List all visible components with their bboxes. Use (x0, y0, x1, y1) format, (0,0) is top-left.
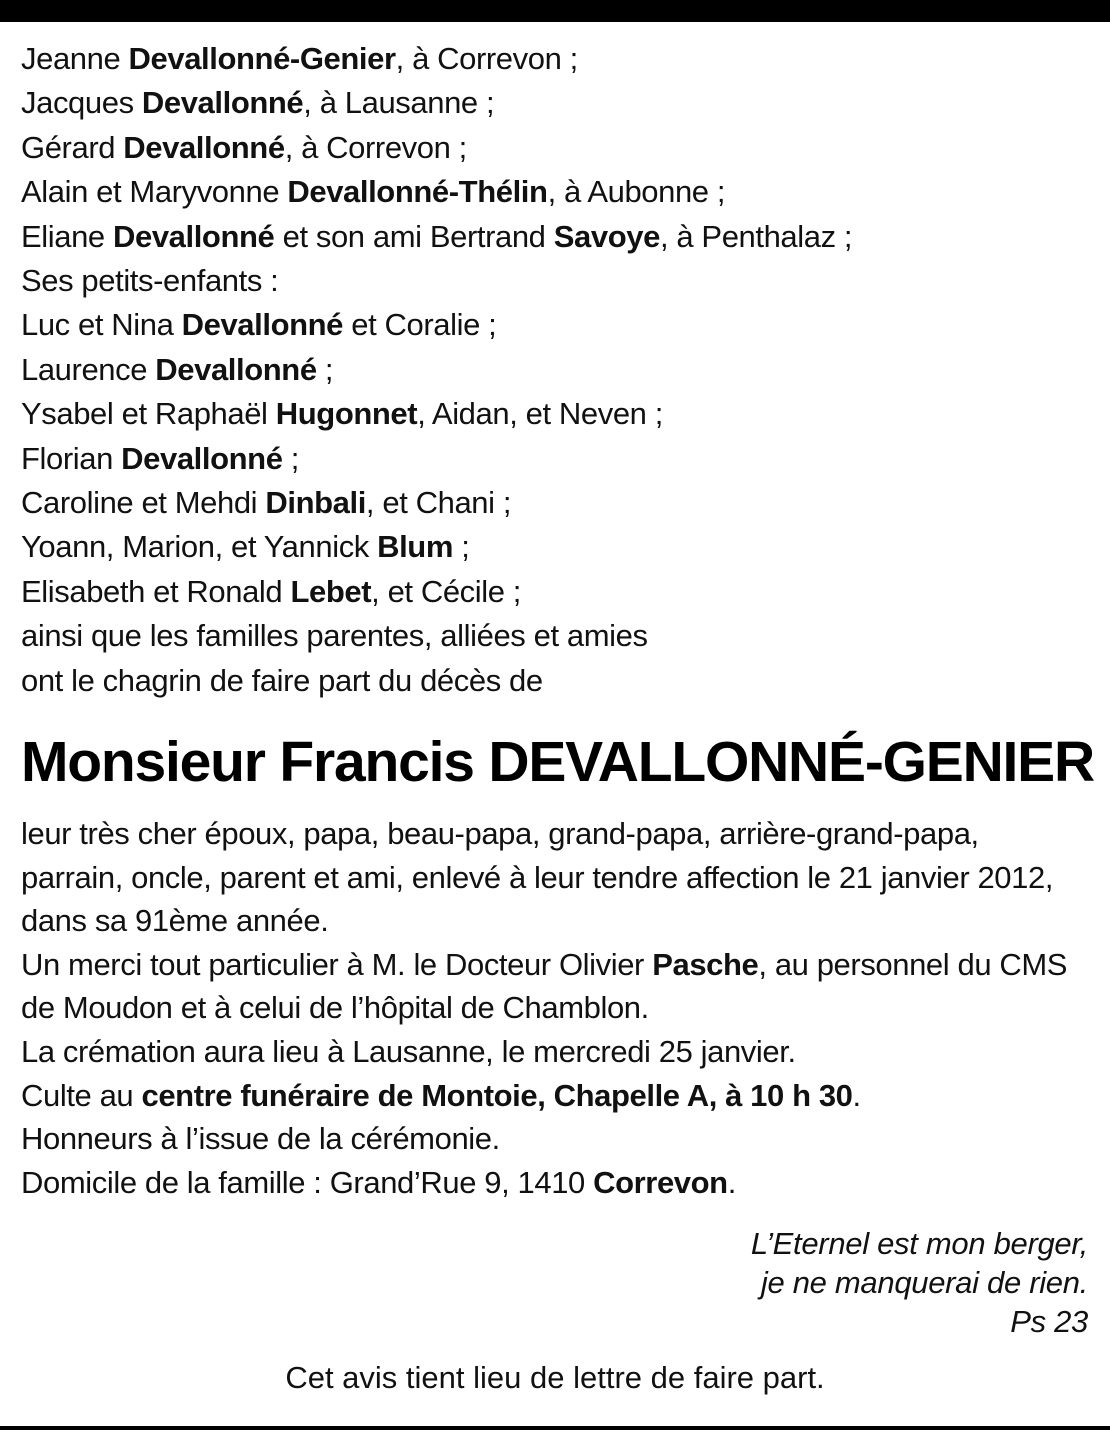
text-segment: Jacques (21, 85, 142, 121)
surname: Savoye (553, 218, 660, 254)
family-line (21, 570, 1091, 614)
top-rule (0, 0, 1110, 22)
text-segment: Gérard (21, 129, 124, 165)
text-segment: , à Correvon ; (284, 129, 467, 165)
deceased-name: Monsieur Francis DEVALLONNÉ-GENIER (21, 730, 1094, 794)
text-segment: . (727, 1164, 736, 1200)
family-line (21, 481, 1091, 525)
body-paragraph (21, 943, 1086, 1030)
text-segment: Honneurs à l’issue de la cérémonie. (21, 1121, 500, 1157)
family-line (21, 81, 1091, 125)
family-line (21, 259, 1091, 303)
text-segment: ; (453, 529, 470, 565)
family-line (21, 659, 1091, 703)
text-segment: Eliane (21, 218, 113, 254)
surname: Devallonné (181, 307, 344, 343)
text-segment: Elisabeth et Ronald (21, 573, 291, 609)
body-paragraph (21, 1030, 1086, 1074)
announcement-body (21, 812, 1086, 1204)
text-segment: ont le chagrin de faire part du décès de (21, 662, 543, 698)
verse-line-2: je ne manquerai de rien. (760, 1265, 1088, 1300)
verse-reference: Ps 23 (1010, 1304, 1088, 1339)
bottom-rule (0, 1426, 1110, 1430)
surname: Hugonnet (275, 396, 418, 432)
text-segment: Florian (21, 440, 122, 476)
surname: Dinbali (265, 485, 366, 521)
family-line (21, 392, 1091, 436)
surname: Correvon (593, 1164, 728, 1200)
family-line (21, 437, 1091, 481)
surname: centre funéraire de Montoie, Chapelle A, à 10 h 30 (141, 1077, 853, 1113)
notice-text: Cet avis tient lieu de lettre de faire part. (285, 1360, 825, 1395)
text-segment: , Aidan, et Neven ; (417, 396, 663, 432)
text-segment: Culte au (21, 1077, 142, 1113)
surname: Devallonné (121, 440, 283, 476)
verse-line-1: L’Eternel est mon berger, (750, 1226, 1088, 1261)
body-paragraph (21, 812, 1086, 943)
text-segment: , à Penthalaz ; (659, 218, 853, 254)
text-segment: , et Cécile ; (371, 573, 522, 609)
text-segment: , à Aubonne ; (547, 174, 726, 210)
surname: Pasche (652, 946, 759, 982)
text-segment: Caroline et Mehdi (21, 485, 266, 521)
surname: Devallonné (123, 129, 285, 165)
surname: Devallonné (113, 218, 275, 254)
text-segment: , à Correvon ; (395, 41, 578, 76)
family-line (21, 303, 1091, 347)
family-line (21, 348, 1091, 392)
text-segment: Un merci tout particulier à M. le Docteur Olivier (21, 946, 653, 982)
text-segment: . (852, 1077, 861, 1113)
body-paragraph (21, 1161, 1086, 1205)
family-line (21, 215, 1091, 259)
text-segment: leur très cher époux, papa, beau-papa, grand-papa, arrière-grand-papa, parrain, oncle, parent et ami, enlevé à leur tendre affection le 21 janvier 2012, dans sa 91ème année. (21, 816, 1054, 939)
text-segment: Yoann, Marion, et Yannick (21, 529, 378, 565)
text-segment: ; (282, 440, 299, 476)
text-segment: , à Lausanne ; (303, 85, 495, 121)
text-segment: ainsi que les familles parentes, alliées et amies (21, 618, 648, 654)
text-segment: Domicile de la famille : Grand’Rue 9, 1410 (21, 1164, 594, 1200)
surname: Devallonné-Thélin (287, 174, 548, 210)
text-segment: Alain et Maryvonne (21, 174, 288, 210)
family-line (21, 170, 1091, 214)
text-segment: La crémation aura lieu à Lausanne, le mercredi 25 janvier. (21, 1033, 796, 1069)
body-paragraph (21, 1074, 1086, 1118)
text-segment: et Coralie ; (343, 307, 497, 343)
text-segment: , au personnel du CMS de Moudon et à celui de l’hôpital de Chamblon. (21, 946, 1068, 1026)
text-segment: Ses petits-enfants : (21, 263, 279, 299)
bible-verse (751, 1224, 1088, 1341)
text-segment: Laurence (21, 351, 156, 387)
surname: Devallonné (141, 85, 304, 121)
text-segment: ; (316, 351, 334, 387)
text-segment: Jeanne (21, 41, 129, 76)
surname: Devallonné-Genier (128, 41, 396, 76)
family-line (21, 525, 1091, 569)
family-line (21, 126, 1091, 170)
family-list (21, 37, 1091, 703)
text-segment: et son ami Bertrand (274, 218, 554, 254)
family-line (21, 614, 1091, 658)
text-segment: Ysabel et Raphaël (21, 396, 276, 432)
body-paragraph (21, 1117, 1086, 1161)
text-segment: , et Chani ; (365, 485, 512, 521)
surname: Lebet (290, 573, 372, 609)
family-line (21, 37, 1091, 81)
text-segment: Luc et Nina (21, 307, 182, 343)
surname: Blum (377, 529, 454, 565)
surname: Devallonné (155, 351, 317, 387)
